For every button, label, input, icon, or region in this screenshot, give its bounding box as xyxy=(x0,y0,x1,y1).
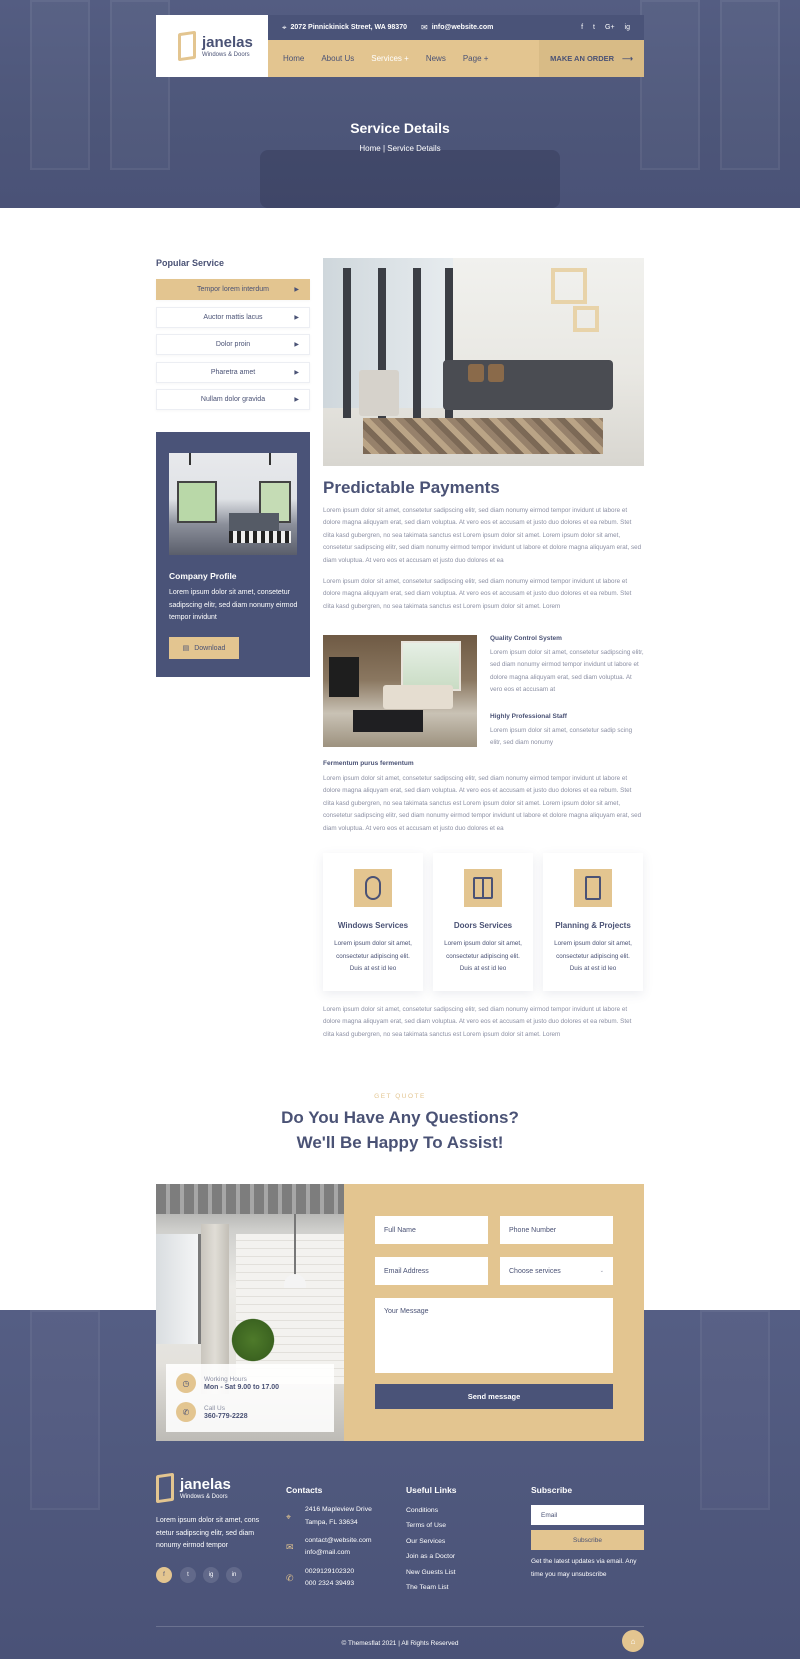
map-pin-icon: ⌖ xyxy=(282,22,287,32)
brand-tagline: Windows & Doors xyxy=(202,51,250,58)
service-item[interactable] xyxy=(156,279,310,300)
service-item[interactable] xyxy=(156,389,310,410)
call-us[interactable] xyxy=(176,1402,248,1422)
email-text: info@website.com xyxy=(431,24,494,31)
address-info xyxy=(282,23,407,33)
service-label: Dolor proin xyxy=(215,341,251,348)
footer-divider xyxy=(156,1626,644,1627)
working-hours xyxy=(176,1373,279,1393)
card-text: Lorem ipsum dolor sit amet, consectetur adipiscing elit. Duis at est id leo xyxy=(444,940,522,972)
twitter-icon[interactable]: t xyxy=(180,1567,196,1583)
home-icon[interactable]: ⌂ xyxy=(622,1630,644,1652)
nav-services[interactable]: Services + xyxy=(371,54,409,63)
service-card-doors[interactable] xyxy=(433,853,533,991)
window-logo-icon xyxy=(156,1473,174,1504)
service-label: Pharetra amet xyxy=(210,369,256,376)
call-us-value: 360-779-2228 xyxy=(204,1412,248,1420)
message-placeholder: Your Message xyxy=(384,1308,429,1315)
profile-image xyxy=(169,453,297,555)
content-paragraph: Lorem ipsum dolor sit amet, consetetur sadipscing elitr, sed diam nonumy eirmod tempor invidunt ut labore et dolore magna aliquyam erat, sed diam voluptua. At vero eos et accusam et justo duo dolores et ea rebum. Stet clita kasd gubergren, no sea takimata sanctus est Lorem ipsum dolor sit amet. Lorem xyxy=(323,578,632,610)
content-paragraph: Lorem ipsum dolor sit amet, consetetur sadipscing elitr, sed diam nonumy eirmod tempor invidunt ut labore et dolore magna aliquyam erat, sed diam voluptua. At vero eos et accusam et justo duo dolores et ea rebum. Stet clita kasd gubergren, no sea takimata sanctus est Lorem ipsum dolor sit amet. Lorem ipsum dolor sit amet, consetetur sadipscing elitr, sed diam nonumy eirmod tempor invidunt ut labore et dolore magna aliquyam erat, sed diam voluptua. At vero eos et accusam et justo duo dolores et ea xyxy=(323,507,642,564)
quote-form xyxy=(344,1184,644,1441)
map-pin-icon: ⌖ xyxy=(286,1512,292,1522)
message-textarea[interactable] xyxy=(375,1298,613,1373)
facebook-icon[interactable]: f xyxy=(581,24,584,31)
contacts-title: Contacts xyxy=(286,1485,323,1495)
content-heading: Predictable Payments xyxy=(323,478,500,497)
subscribe-title: Subscribe xyxy=(531,1485,573,1495)
nav-news[interactable]: News xyxy=(425,54,446,63)
bg-sofa xyxy=(260,150,560,208)
quality-title: Quality Control System xyxy=(490,635,562,642)
quality-text: Lorem ipsum dolor sit amet, consetetur sadipscing elitr, sed diam nonumy eirmod tempor invidunt ut labore et dolore magna aliquyam erat, sed diam voluptua. At vero eos et accusam at xyxy=(490,649,644,694)
useful-links-title: Useful Links xyxy=(406,1485,457,1495)
living-room-image xyxy=(323,258,644,466)
service-label: Nullam dolor gravida xyxy=(200,396,266,403)
email-input[interactable] xyxy=(375,1257,488,1285)
card-title: Doors Services xyxy=(453,921,513,930)
instagram-icon[interactable]: ig xyxy=(624,24,630,31)
linkedin-icon[interactable]: in xyxy=(226,1567,242,1583)
profile-title: Company Profile xyxy=(169,571,237,581)
address-text: 2072 Pinnickinick Street, WA 98370 xyxy=(290,24,407,31)
contact-info-box xyxy=(166,1364,334,1432)
subscribe-placeholder: Email xyxy=(541,1511,558,1519)
file-icon: ▤ xyxy=(182,645,190,652)
facebook-icon[interactable]: f xyxy=(156,1567,172,1583)
brand-name: janelas xyxy=(202,33,253,51)
staff-title: Highly Professional Staff xyxy=(490,713,567,720)
caret-right-icon: ▶ xyxy=(294,315,299,321)
mail-icon: ✉ xyxy=(420,23,428,32)
breadcrumb[interactable]: Home | Service Details xyxy=(359,144,441,153)
nav-page[interactable]: Page + xyxy=(462,54,489,63)
top-socials xyxy=(581,24,630,31)
email-info[interactable] xyxy=(421,23,493,32)
make-order-button[interactable] xyxy=(539,40,644,77)
footer-phone[interactable]: 0029129102320 xyxy=(305,1568,355,1575)
footer-link[interactable]: New Guests List xyxy=(406,1569,456,1576)
footer-link[interactable]: Terms of Use xyxy=(406,1522,447,1529)
arrow-right-icon: ⟶ xyxy=(622,54,633,63)
working-hours-label: Working Hours xyxy=(204,1375,247,1383)
instagram-icon[interactable]: ig xyxy=(203,1567,219,1583)
footer-email[interactable]: contact@website.com xyxy=(305,1537,372,1544)
service-select-value: Choose services xyxy=(509,1267,561,1275)
company-profile-card xyxy=(156,432,310,677)
main-nav xyxy=(268,40,644,77)
order-button-label: MAKE AN ORDER xyxy=(550,54,615,63)
footer-email[interactable]: info@mail.com xyxy=(305,1549,351,1556)
subscribe-email-input[interactable] xyxy=(531,1505,644,1525)
footer-logo[interactable] xyxy=(156,1474,231,1502)
caret-right-icon: ▶ xyxy=(294,287,299,293)
caret-right-icon: ▶ xyxy=(294,342,299,348)
popular-service-title: Popular Service xyxy=(156,258,225,268)
service-card-planning[interactable] xyxy=(543,853,643,991)
window-logo-icon xyxy=(178,31,196,62)
brand-logo[interactable] xyxy=(156,15,268,77)
nav-about[interactable]: About Us xyxy=(321,54,355,63)
content-paragraph: Lorem ipsum dolor sit amet, consetetur sadipscing elitr, sed diam nonumy eirmod tempor invidunt ut labore et dolore magna aliquyam erat, sed diam voluptua. At vero eos et accusam et justo duo dolores et ea rebum. Stet clita kasd gubergren, no sea takimata sanctus est Lorem ipsum dolor sit amet. Lorem ipsum dolor sit amet, consetetur sadipscing elitr, sed diam nonumy eirmod tempor invidunt ut labore et dolore magna aliquyam erat, sed diam voluptua. At vero eos et accusam et justo duo dolores et ea xyxy=(323,775,642,832)
clock-icon: ◷ xyxy=(176,1373,196,1393)
content-paragraph: Lorem ipsum dolor sit amet, consetetur sadipscing elitr, sed diam nonumy eirmod tempor invidunt ut labore et dolore magna aliquyam erat, sed diam voluptua. At vero eos et accusam et justo duo dolores et ea rebum. Stet clita kasd gubergren, no sea takimata sanctus est Lorem ipsum dolor sit amet. Lorem xyxy=(323,1006,632,1038)
full-name-placeholder: Full Name xyxy=(384,1226,416,1234)
twitter-icon[interactable]: t xyxy=(593,24,595,31)
brand-tagline: Windows & Doors xyxy=(180,1493,228,1500)
footer-phone[interactable]: 000 2324 39493 xyxy=(305,1580,355,1587)
blueprint-icon xyxy=(574,869,612,907)
service-select[interactable] xyxy=(500,1257,613,1285)
call-us-label: Call Us xyxy=(204,1404,225,1412)
subscribe-note: Get the latest updates via email. Any time you may unsubscribe xyxy=(531,1558,637,1578)
card-text: Lorem ipsum dolor sit amet, consectetur adipiscing elit. Duis at est id leo xyxy=(334,940,412,972)
card-text: Lorem ipsum dolor sit amet, consectetur adipiscing elit. Duis at est id leo xyxy=(554,940,632,972)
footer-about: Lorem ipsum dolor sit amet, cons etetur sadipscing elitr, sed diam nonumy eirmod tempor xyxy=(156,1517,260,1549)
brand-name: janelas xyxy=(180,1475,231,1493)
google-plus-icon[interactable]: G+ xyxy=(605,24,615,31)
caret-right-icon: ▶ xyxy=(294,370,299,376)
email-placeholder: Email Address xyxy=(384,1267,429,1275)
phone-icon: ✆ xyxy=(286,1573,294,1583)
footer-link[interactable]: The Team List xyxy=(406,1584,449,1591)
service-label: Tempor lorem interdum xyxy=(197,286,269,293)
top-bar xyxy=(268,15,644,40)
quote-heading-line2: We'll Be Happy To Assist! xyxy=(296,1133,504,1152)
phone-input[interactable] xyxy=(500,1216,613,1244)
quote-tag: GET QUOTE xyxy=(374,1093,426,1100)
service-item[interactable] xyxy=(156,334,310,355)
download-label: Download xyxy=(194,644,226,652)
full-name-input[interactable] xyxy=(375,1216,488,1244)
service-label: Auctor mattis lacus xyxy=(203,314,263,321)
footer-link[interactable]: Our Services xyxy=(406,1538,446,1545)
download-button[interactable] xyxy=(169,637,239,659)
card-title: Windows Services xyxy=(337,921,409,930)
service-card-windows[interactable] xyxy=(323,853,423,991)
profile-text: Lorem ipsum dolor sit amet, consetetur sadipscing elitr, sed diam nonumy eirmod tempor invidunt xyxy=(169,589,298,621)
card-title: Planning & Projects xyxy=(555,921,631,930)
footer-link[interactable]: Join as a Doctor xyxy=(406,1553,456,1560)
caret-right-icon: ▶ xyxy=(294,397,299,403)
staff-text: Lorem ipsum dolor sit amet, consetetur sadip scing elitr, sed diam nonumy xyxy=(490,727,633,747)
chevron-down-icon: ⌄ xyxy=(599,1268,604,1274)
quote-heading-line1: Do You Have Any Questions? xyxy=(281,1108,519,1127)
window-icon xyxy=(354,869,392,907)
phone-placeholder: Phone Number xyxy=(509,1226,557,1234)
door-icon xyxy=(464,869,502,907)
working-hours-value: Mon - Sat 9.00 to 17.00 xyxy=(204,1383,280,1391)
subscribe-button[interactable]: Subscribe xyxy=(531,1530,644,1550)
phone-icon: ✆ xyxy=(176,1402,196,1422)
interior-image xyxy=(323,635,477,747)
page-title: Service Details xyxy=(350,120,450,136)
mail-icon: ✉ xyxy=(286,1542,294,1552)
service-item[interactable] xyxy=(156,362,310,383)
copyright: © Themesflat 2021 | All Rights Reserved xyxy=(341,1640,459,1647)
fermentum-title: Fermentum purus fermentum xyxy=(323,760,414,767)
nav-home[interactable]: Home xyxy=(283,54,305,63)
service-item[interactable] xyxy=(156,307,310,328)
send-message-button[interactable]: Send message xyxy=(375,1384,613,1409)
footer-link[interactable]: Conditions xyxy=(406,1507,439,1514)
footer-address: 2416 Mapleview Drive Tampa, FL 33634 xyxy=(305,1506,372,1526)
